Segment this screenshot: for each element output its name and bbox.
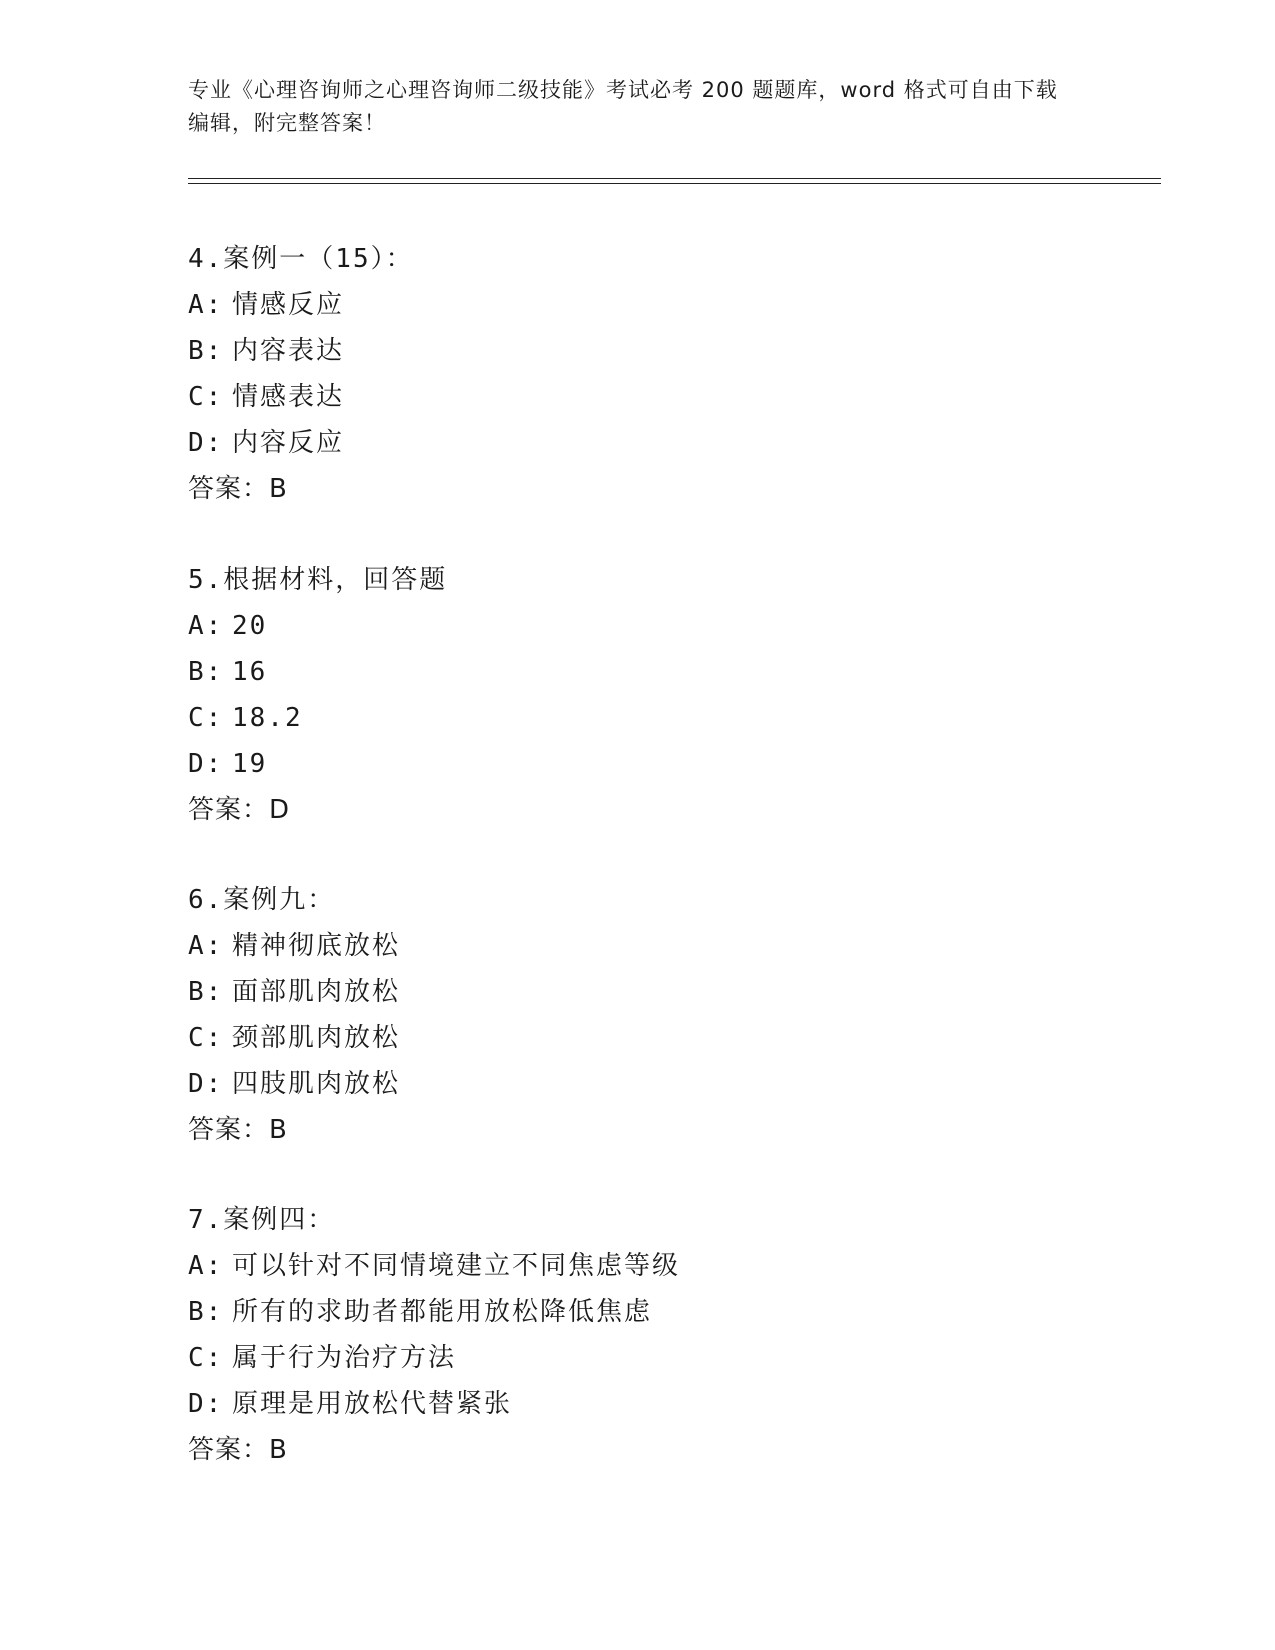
option-key: B: — [188, 977, 224, 1007]
option-text: 面部肌肉放松 — [232, 977, 401, 1007]
option-key: D: — [188, 749, 224, 779]
option-text: 颈部肌肉放松 — [232, 1023, 401, 1053]
option-key: A: — [188, 290, 224, 320]
option-text: 所有的求助者都能用放松降低焦虑 — [232, 1297, 653, 1327]
option-b — [188, 969, 1088, 1015]
option-a — [188, 1243, 1088, 1289]
option-text: 原理是用放松代替紧张 — [232, 1389, 513, 1419]
option-key: C: — [188, 1343, 224, 1373]
option-b — [188, 1289, 1088, 1335]
option-d — [188, 420, 1088, 466]
question-stem: 7.案例四： — [188, 1205, 336, 1235]
header-divider-top — [188, 178, 1161, 179]
option-key: D: — [188, 1389, 224, 1419]
option-text: 可以针对不同情境建立不同焦虑等级 — [232, 1251, 681, 1281]
answer-line: 答案：D — [188, 795, 291, 825]
option-key: B: — [188, 336, 224, 366]
option-text: 18.2 — [232, 703, 303, 733]
option-key: A: — [188, 611, 224, 641]
question-stem: 4.案例一（15）： — [188, 244, 414, 274]
option-text: 精神彻底放松 — [232, 931, 401, 961]
option-c — [188, 1335, 1088, 1381]
option-b — [188, 649, 1088, 695]
option-d — [188, 1061, 1088, 1107]
option-d — [188, 741, 1088, 787]
document-intro: 专业《心理咨询师之心理咨询师二级技能》考试必考 200 题题库，word 格式可自由下载编辑，附完整答案！ — [188, 78, 1058, 135]
answer-line: 答案：B — [188, 474, 288, 504]
option-a — [188, 603, 1088, 649]
option-text: 19 — [232, 749, 268, 779]
option-c — [188, 374, 1088, 420]
option-a — [188, 282, 1088, 328]
option-key: A: — [188, 1251, 224, 1281]
option-c — [188, 695, 1088, 741]
option-text: 属于行为治疗方法 — [232, 1343, 457, 1373]
option-key: B: — [188, 1297, 224, 1327]
option-key: B: — [188, 657, 224, 687]
question-stem: 5.根据材料，回答题 — [188, 565, 448, 595]
question-block — [188, 557, 1088, 833]
option-d — [188, 1381, 1088, 1427]
question-block — [188, 877, 1088, 1153]
option-text: 情感反应 — [232, 290, 345, 320]
option-key: C: — [188, 382, 224, 412]
option-key: D: — [188, 428, 224, 458]
option-text: 内容反应 — [232, 428, 345, 458]
option-key: C: — [188, 703, 224, 733]
option-text: 16 — [232, 657, 268, 687]
option-key: C: — [188, 1023, 224, 1053]
question-block — [188, 1197, 1088, 1473]
option-key: A: — [188, 931, 224, 961]
option-text: 20 — [232, 611, 268, 641]
option-a — [188, 923, 1088, 969]
answer-line: 答案：B — [188, 1435, 288, 1465]
option-c — [188, 1015, 1088, 1061]
question-block — [188, 236, 1088, 512]
option-text: 情感表达 — [232, 382, 345, 412]
option-key: D: — [188, 1069, 224, 1099]
option-b — [188, 328, 1088, 374]
option-text: 内容表达 — [232, 336, 345, 366]
answer-line: 答案：B — [188, 1115, 288, 1145]
header-divider-bottom — [188, 183, 1161, 184]
question-stem: 6.案例九： — [188, 885, 336, 915]
option-text: 四肢肌肉放松 — [232, 1069, 401, 1099]
